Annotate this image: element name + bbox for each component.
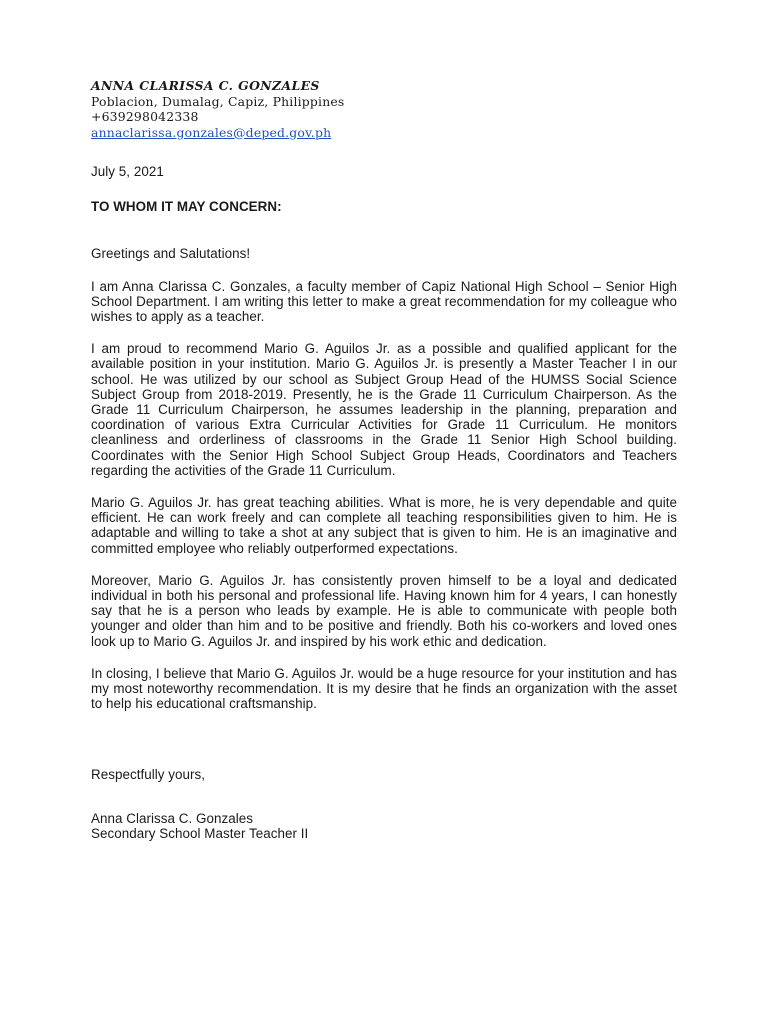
sender-name: ANNA CLARISSA C. GONZALES bbox=[91, 78, 320, 93]
letter-date: July 5, 2021 bbox=[91, 164, 164, 179]
paragraph-recommendation: I am proud to recommend Mario G. Aguilos Jr. as a possible and qualified applicant for the available position in your institution. Mario G. Aguilos Jr. is presently a Master Teacher I in our school. He was utilized by our school as Subject Group Head of the HUMSS Social Science Subject Group from 2018-2019. Presently, he is the Grade 11 Curriculum Chairperson. As the Grade 11 Curriculum Chairperson, he assumes leadership in the planning, preparation and coordination of various Extra Curricular Activities for Grade 11 Curriculum. He monitors cleanliness and orderliness of classrooms in the Grade 11 Senior High School building. Coordinates with the Senior High School Subject Group Heads, Coordinators and Teachers regarding the activities of the Grade 11 Curriculum. bbox=[91, 341, 677, 478]
sender-email-link[interactable]: annaclarissa.gonzales@deped.gov.ph bbox=[91, 124, 332, 140]
signature-title: Secondary School Master Teacher II bbox=[91, 825, 309, 841]
letter-body bbox=[91, 279, 677, 712]
signature-block bbox=[91, 811, 677, 841]
paragraph-character: Moreover, Mario G. Aguilos Jr. has consistently proven himself to be a loyal and dedicated individual in both his personal and professional life. Having known him for 4 years, I can honestly say that he is a person who leads by example. He is able to communicate with people both younger and older than him and to be positive and friendly. Both his co-workers and loved ones look up to Mario G. Aguilos Jr. and inspired by his work ethic and dedication. bbox=[91, 572, 677, 649]
paragraph-closing: In closing, I believe that Mario G. Aguilos Jr. would be a huge resource for your institution and has my most noteworthy recommendation. It is my desire that he finds an organization with the asset to help his educational craftsmanship. bbox=[91, 665, 677, 712]
signature-name: Anna Clarissa C. Gonzales bbox=[91, 810, 254, 826]
letter-page bbox=[91, 78, 677, 841]
sender-address: Poblacion, Dumalag, Capiz, Philippines bbox=[91, 93, 345, 109]
paragraph-abilities: Mario G. Aguilos Jr. has great teaching abilities. What is more, he is very dependable and quite efficient. He can work freely and can complete all teaching responsibilities given to him. He is adaptable and willing to take a shot at any subject that is given to him. He is an imaginative and committed employee who reliably outperformed expectations. bbox=[91, 495, 677, 556]
letterhead bbox=[91, 78, 677, 140]
salutation: TO WHOM IT MAY CONCERN: bbox=[91, 199, 282, 215]
greeting: Greetings and Salutations! bbox=[91, 246, 251, 262]
complimentary-close: Respectfully yours, bbox=[91, 767, 206, 783]
sender-phone: +639298042338 bbox=[91, 109, 199, 124]
paragraph-introduction: I am Anna Clarissa C. Gonzales, a faculty member of Capiz National High School – Senior High School Department. I am writing this letter to make a great recommendation for my colleague who wishes to apply as a teacher. bbox=[91, 278, 677, 325]
